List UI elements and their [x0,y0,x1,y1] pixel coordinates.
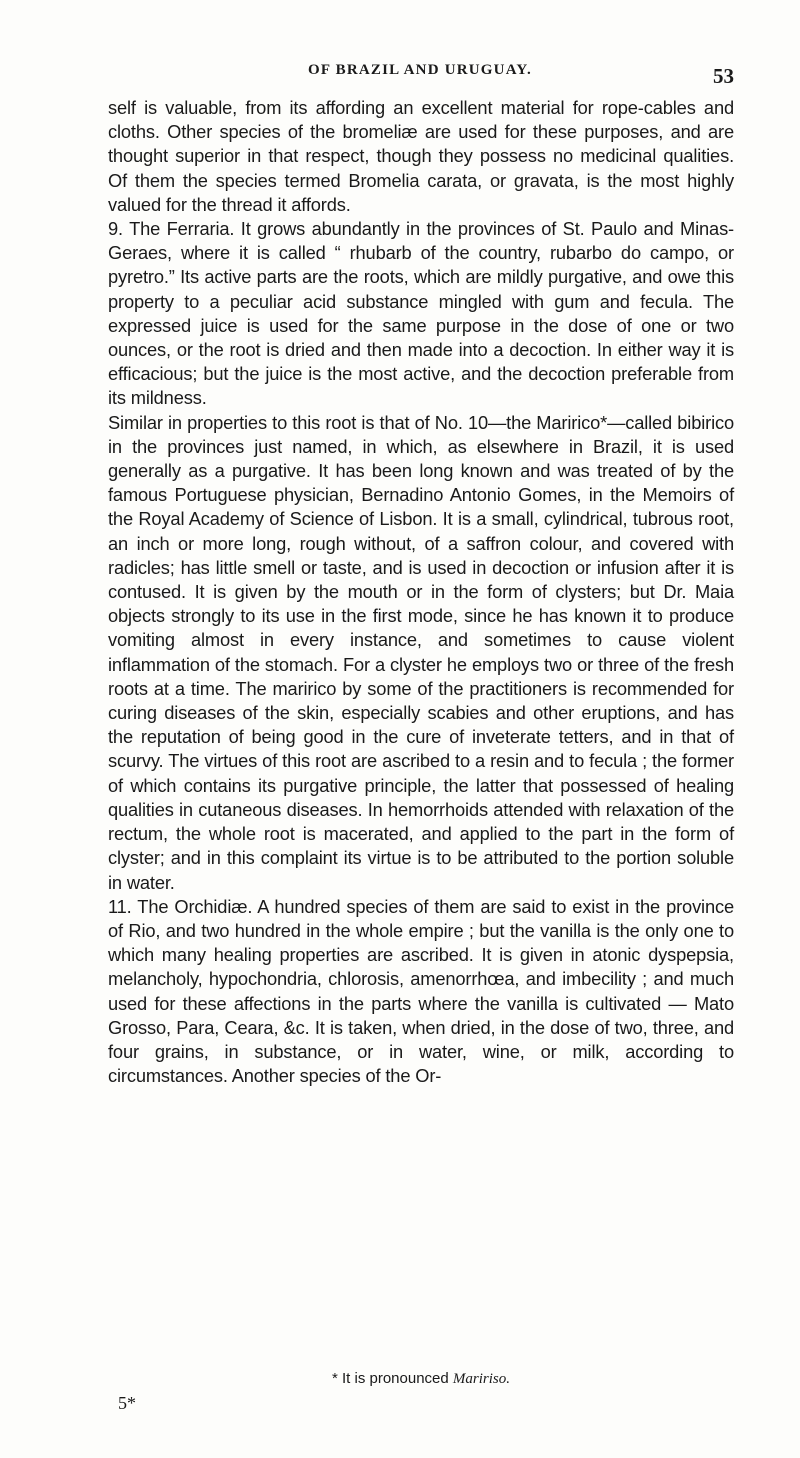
running-head [110,60,734,88]
paragraph: Similar in properties to this root is that of No. 10—the Maririco*—called bibirico in the provinces just named, in which, as elsewhere in Brazil, it is used generally as a purgative. It has been long known and was treated of by the famous Portuguese physician, Bernadino Antonio Gomes, in the Memoirs of the Royal Academy of Science of Lisbon. It is a small, cylindrical, tubrous root, an inch or more long, rough without, of a saffron colour, and covered with radicles; has little smell or taste, and is used in decoction or infusion after it is contused. It is given by the mouth or in the form of clysters; but Dr. Maia objects strongly to its use in the first mode, since he has known it to produce vomiting almost in every instance, and sometimes to cause violent inflammation of the stomach. For a clyster he employs two or three of the fresh roots at a time. The maririco by some of the practitioners is recommended for curing diseases of the skin, especially scabies and other eruptions, and has the reputation of being good in the cure of inveterate tetters, and in that of scurvy. The virtues of this root are ascribed to a resin and to fecula ; the former of which contains its purgative principle, the latter that possessed of healing qualities in cutaneous diseases. In hemorrhoids attended with relaxation of the rectum, the whole root is macerated, and applied to the part in the form of clyster; and in this complaint its virtue is to be attributed to the portion soluble in water. [108,411,734,893]
page-number: 53 [713,64,734,88]
footnote-prefix: * It is pronounced [331,1370,453,1387]
signature-mark: 5* [118,1393,136,1413]
body-text [108,96,734,1088]
running-title: OF BRAZIL AND URUGUAY. [308,62,532,78]
footnote [108,1370,734,1388]
paragraph: 11. The Orchidiæ. A hundred species of them are said to exist in the province of Rio, and two hundred in the whole empire ; but the vanilla is the only one to which many healing properties are ascribed. It is given in atonic dyspepsia, melancholy, hypochondria, chlorosis, amenorrhœa, and imbecility ; and much used for these affections in the parts where the vanilla is cultivated — Mato Grosso, Para, Ceara, &c. It is taken, when dried, in the dose of two, three, and four grains, in substance, or in water, wine, or milk, according to circumstances. Another species of the Or- [108,895,734,1087]
paragraph: self is valuable, from its affording an excellent material for rope-cables and cloths. Other species of the bromeliæ are used for these purposes, and are thought superior in that respect, though they possess no medicinal qualities. Of them the species termed Bromelia carata, or gravata, is the most highly valued for the thread it affords. [108,97,734,215]
footnote-term: Maririso. [452,1371,510,1387]
paragraph: 9. The Ferraria. It grows abundantly in the provinces of St. Paulo and Minas-Geraes, where it is called “ rhubarb of the country, rubarbo do campo, or pyretro.” Its active parts are the roots, which are mildly purgative, and owe this property to a peculiar acid substance mingled with gum and fecula. The expressed juice is used for the same purpose in the dose of one or two ounces, or the root is dried and then made into a decoction. In either way it is efficacious; but the juice is the most active, and the decoction preferable from its mildness. [108,218,734,409]
